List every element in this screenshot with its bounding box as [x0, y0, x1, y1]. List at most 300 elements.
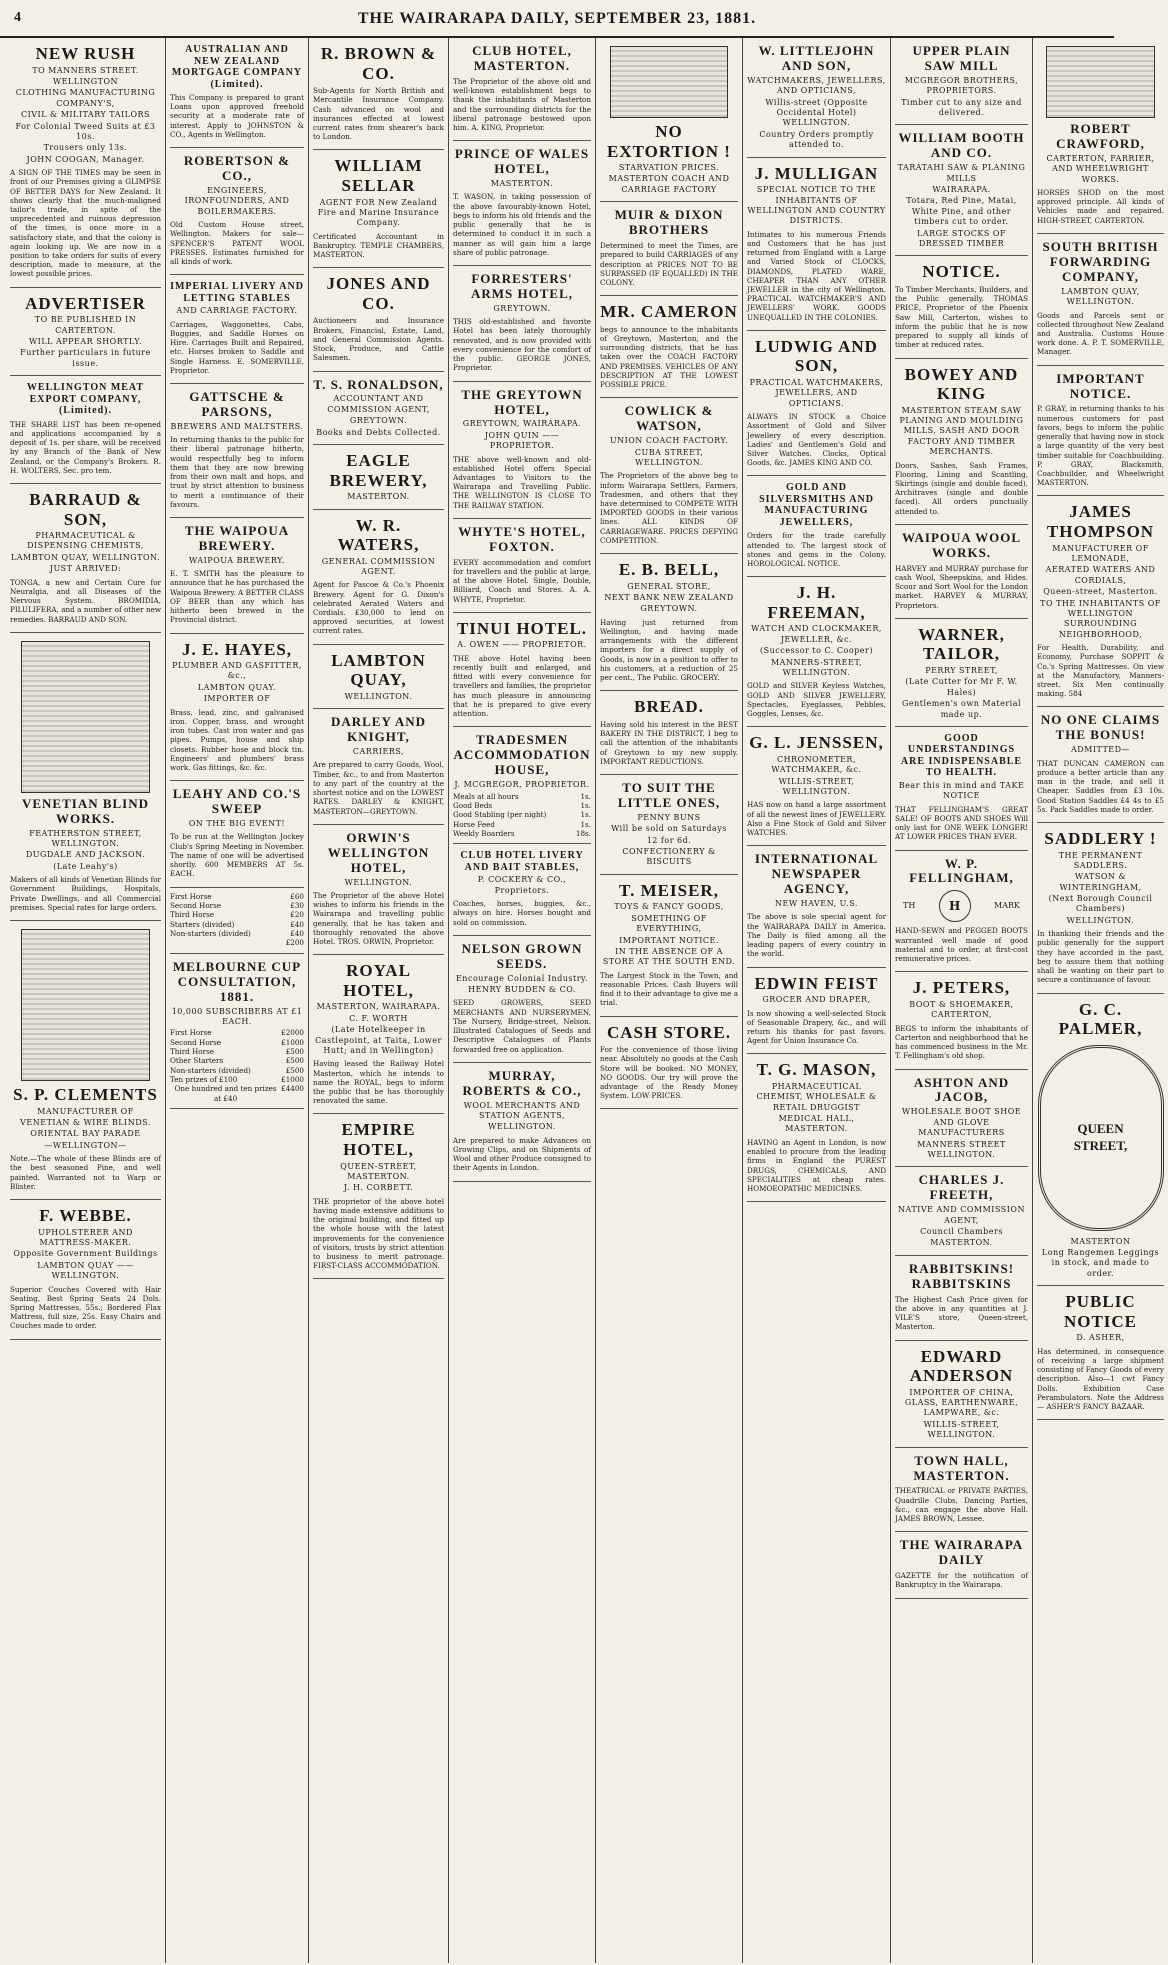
ad-subheading: WHOLESALE BOOT SHOE AND GLOVE MANUFACTURERS — [901, 1107, 1022, 1138]
ad-subheading: GENERAL COMMISSION AGENT. — [321, 556, 436, 576]
ad-body-text: EVERY accommodation and comfort for travellers and the public at large, at the above Hotel. Single, Double, Billiard, Coach and Stores. A. A. WHYTE, Proprietor. — [453, 557, 591, 604]
empire-hotel-ad — [313, 1114, 444, 1279]
ad-body-text: begs to announce to the inhabitants of Greytown, Masterton, and the surrounding districts, that he has taken over the COACH FACTORY AND PREMISES. VEHICLES OF ANY DESCRIPTION AT THE LOWEST POSSIBLE PRICE. — [600, 324, 738, 390]
ad-heading: ASHTON AND JACOB, — [913, 1074, 1010, 1105]
ad-body-text: The Proprietors of the above beg to inform Wairarapa Settlers, Farmers, Tradesmen, and others that they have determined to COMPETE WITH IMPORTED GOODS in their various lines. ALL KINDS OF CARRIAGEWARE. PRICES DEFYING COMPETITION. — [600, 471, 738, 545]
no-extortion-ad — [600, 38, 738, 202]
ad-subheading: UNION COACH FACTORY. — [609, 436, 729, 446]
ad-body-text: THEATRICAL or PRIVATE PARTIES, Quadrille Clubs, Dancing Parties, &c., can engage the above Hall. JAMES BROWN, Lessee. — [895, 1486, 1028, 1524]
ad-subheading: ADMITTED— — [1070, 745, 1131, 755]
trade-mark-emblem: H — [939, 890, 971, 922]
ad-subheading: BOOT & SHOEMAKER, CARTERTON, — [909, 999, 1014, 1020]
australian-mortgage-ad — [170, 38, 304, 148]
ad-body-text: Brass, lead, zinc, and galvanised iron. Copper, brass, and wrought iron tubes. Cast iron water and gas pipes. Pumps, house and ship closets. Rubber hose and block tin. Engineers' and plumbers' brass work. Gas fittings, &c. &c. — [170, 707, 304, 772]
mcmaster-ad — [600, 296, 738, 398]
ad-heading: TRADESMEN ACCOMMODATION HOUSE, — [453, 732, 591, 778]
ad-line: —WELLINGTON— — [44, 1140, 127, 1150]
ad-line: MEDICAL HALL, MASTERTON. — [778, 1114, 855, 1134]
murray-roberts-ad — [453, 1063, 591, 1182]
ad-heading: SADDLERY ! — [1044, 828, 1157, 848]
advertiser-ad — [10, 288, 161, 377]
ad-heading: WELLINGTON MEAT EXPORT COMPANY, (Limited). — [26, 382, 145, 417]
ad-subheading: P. COCKERY & CO., Proprietors. — [477, 875, 567, 895]
prize-label: Second Horse — [170, 1037, 222, 1047]
jones-ad — [313, 268, 444, 371]
ad-body-text: Makers of all kinds of Venetian Blinds for Government Buildings, Hospitals, Private Dwellings, and all Commercial premises. Special rates for large orders. — [10, 875, 161, 912]
edwin-feist-ad — [747, 968, 886, 1055]
robertson-ad — [170, 148, 304, 275]
ad-line: IMPORTANT NOTICE. — [619, 935, 719, 945]
ad-line: MASTERTON — [1070, 1236, 1131, 1246]
ad-subheading: ON THE BIG EVENT! — [188, 819, 286, 829]
ad-line: TO THE INHABITANTS OF WELLINGTON SURROUNDING NEIGHBORHOOD, — [1040, 598, 1161, 639]
prize-row — [453, 801, 591, 810]
prize-value: £500 — [285, 1047, 304, 1056]
ad-line: HENRY BUDDEN & CO. — [468, 985, 576, 995]
ad-heading: JONES AND CO. — [326, 274, 431, 313]
royal-hotel-ad — [313, 955, 444, 1114]
page-number: 4 — [14, 10, 22, 25]
club-livery-ad — [453, 844, 591, 935]
thompson-ad — [1037, 496, 1164, 707]
ad-body-text: THIS old-established and favorite Hotel has been lately thoroughly renovated, and is now provided with every convenience for the comfort of the public. GEORGE JONES, Proprietor. — [453, 317, 591, 373]
ad-subheading: PENNY BUNS — [637, 812, 701, 822]
ad-heading: CHARLES J. FREETH, — [918, 1172, 1005, 1203]
prize-row — [170, 1066, 304, 1075]
ad-heading: W. LITTLEJOHN AND SON, — [758, 43, 875, 73]
ad-heading: TOWN HALL, MASTERTON. — [913, 1452, 1010, 1483]
ad-heading: SOUTH BRITISH FORWARDING COMPANY, — [1042, 238, 1159, 284]
clements-ad — [10, 921, 161, 1200]
ad-body-text: Determined to meet the Times, are prepared to build CARRIAGES of any description at PRICES NOT TO BE SURPASSED (IF EQUALLED) IN THE COLONY. — [600, 241, 738, 288]
ad-heading: UPPER PLAIN SAW MILL — [912, 43, 1011, 73]
column-7 — [891, 38, 1033, 1963]
prize-row — [170, 929, 304, 938]
ad-heading: MR. CAMERON — [600, 302, 738, 322]
ad-subheading: TARATAHI SAW & PLANING MILLS — [897, 163, 1026, 183]
ad-line: MASTERTON. — [930, 1238, 993, 1248]
ad-heading: LUDWIG AND SON, — [755, 336, 878, 376]
ad-heading: EMPIRE HOTEL, — [341, 1120, 416, 1159]
ad-body-text: HAVING an Agent in London, is now enabled to procure from the leading firms in England the PUREST DRUGS, CHEMICALS, AND SPECIALITIES at cheap rates. HOMOEOPATHIC MEDICINES. — [747, 1137, 886, 1193]
prize-value: £20 — [290, 910, 304, 920]
nelson-seeds-ad — [453, 936, 591, 1063]
meat-export-ad — [10, 376, 161, 484]
ad-subheading: AND CARRIAGE FACTORY. — [176, 306, 298, 316]
ad-line: Long Rangemen Leggings in stock, and made to order. — [1041, 1248, 1160, 1278]
imperial-livery-ad — [170, 275, 304, 384]
ad-heading: BARRAUD & SON, — [29, 490, 142, 529]
leahy-ad — [170, 781, 304, 887]
rabbitskins-ad — [895, 1256, 1028, 1341]
ad-heading: EDWIN FEIST — [754, 973, 879, 993]
engraving-image — [1046, 46, 1155, 118]
ad-subheading: UPHOLSTERER AND MATTRESS-MAKER. — [38, 1227, 133, 1247]
ad-subheading: GENERAL STORE, — [627, 581, 711, 591]
ad-line: Trousers only 13s. — [43, 143, 128, 153]
oval-seal — [1038, 1045, 1164, 1231]
prize-row — [170, 1038, 304, 1047]
column-3 — [309, 38, 449, 1963]
ad-line: Willis-street (Opposite Occidental Hotel) WELLINGTON. — [765, 97, 868, 128]
ad-body-text: THE proprietor of the above hotel having made extensive additions to the original building, and fitted up the whole house with the latest improvements for the convenience of visitors, trusts by strict attention to business to merit patronage. FIRST-CLASS ACCOMMODATION. — [313, 1196, 444, 1271]
prize-row — [170, 901, 304, 910]
ad-line: LAMBTON QUAY —— WELLINGTON. — [37, 1260, 134, 1281]
ad-body-text: In returning thanks to the public for their liberal patronage hitherto, would respectfully beg to inform them that they are now brewing from their own malt and hops, and trust by strict attention to business to merit a continuance of their favours. — [170, 435, 304, 509]
ad-line: WAIRARAPA. — [932, 185, 991, 195]
ad-line: LARGE STOCKS OF DRESSED TIMBER — [917, 228, 1006, 249]
ronaldson-ad — [313, 372, 444, 446]
ad-line: ORIENTAL BAY PARADE — [30, 1129, 141, 1139]
ad-heading: J. PETERS, — [912, 978, 1011, 998]
new-rush-ad — [10, 38, 161, 288]
ad-heading: WILLIAM BOOTH AND CO. — [898, 130, 1025, 161]
prize-label: Second Horse — [170, 900, 222, 910]
ad-body-text: Orders for the trade carefully attended to. The largest stock of stones and gems in the Colony. HOROLOGICAL NOTICE. — [747, 531, 886, 569]
ad-line: IN THE ABSENCE OF A STORE AT THE SOUTH END. — [602, 946, 736, 967]
ad-heading: W. R. WATERS, — [337, 515, 420, 555]
ad-heading: ROYAL HOTEL, — [343, 961, 414, 1000]
ad-line: SOMETHING OF EVERYTHING, — [631, 913, 707, 934]
ad-line: TOYS & FANCY GOODS, — [614, 902, 724, 912]
ad-subheading: NATIVE AND COMMISSION AGENT, — [898, 1205, 1025, 1225]
prize-value: £200 — [285, 938, 304, 948]
trade-mark — [903, 890, 1020, 922]
ad-heading: J. E. HAYES, — [181, 639, 293, 659]
ad-line: Timber cut to any size and delivered. — [901, 97, 1022, 118]
ad-heading: WILLIAM SELLAR — [334, 156, 423, 195]
prize-row — [170, 1084, 304, 1103]
ad-line: DUGDALE AND JACKSON. — [25, 850, 146, 860]
ad-heading: WAIPOUA WOOL WORKS. — [901, 529, 1022, 560]
ad-body-text: THAT DUNCAN CAMERON can produce a better article than any man in the trade, and sell it Cheaper. Saddles from £3 10s. Good Station Saddles £4 4s to £5 5s. Pack Saddles made to order. — [1037, 758, 1164, 814]
prize-label: Other Starters — [170, 1056, 224, 1066]
ad-line: MANNERS-STREET, WELLINGTON. — [770, 657, 863, 678]
ad-line: WELLINGTON. — [1066, 915, 1135, 925]
ad-subheading: GREYTOWN. — [493, 303, 551, 313]
ad-body-text: Having just returned from Wellington, and having made arrangements with the different importers for a direct supply of Goods, is now in a position to offer to his customers, at a reduction of 25 per cent., The Public. GROCERY. — [600, 617, 738, 683]
prize-row — [170, 938, 304, 947]
ad-body-text: Agent for Pascoe & Co.'s Phoenix Brewery. Agent for G. Dixon's celebrated Aerated Waters and Cordials. £30,000 to lend on approved securities, at lowest current rates. — [313, 580, 444, 636]
ad-subheading: CHRONOMETER, WATCHMAKER, &c. — [771, 754, 862, 775]
ad-body-text: The Highest Cash Price given for the above in any quantities at J. VILE'S store, Queen-street, Masterton. — [895, 1294, 1028, 1332]
ad-line: Gentlemen's own Material made up. — [901, 699, 1022, 719]
ad-body-text: The Proprietor of the above old and well-known establishment begs to thank the inhabitants of Masterton and the surrounding districts for the liberal patronage bestowed upon him. A. KING, Proprietor. — [453, 76, 591, 132]
prize-value: £2000 — [281, 1028, 304, 1038]
prize-row — [453, 792, 591, 801]
prize-value: 1s. — [580, 791, 591, 801]
ad-heading: ORWIN'S WELLINGTON HOTEL, — [327, 829, 430, 875]
freeman-ad — [747, 577, 886, 727]
ad-body-text: Note.—The whole of these Blinds are of the best seasoned Pine, and well painted. Warranted not to Warp or Blister. — [10, 1154, 161, 1191]
freeth-ad — [895, 1167, 1028, 1255]
ad-body-text: SEED GROWERS, SEED MERCHANTS AND NURSERYMEN, The Nursery, Bridge-street, Nelson. Illustrated Catalogues of Seeds and Descriptive Catalogues of Plants forwarded free on application. — [453, 998, 591, 1054]
waters-ad — [313, 510, 444, 645]
ad-subheading: ENGINEERS, IRONFOUNDERS, AND BOILERMAKERS. — [184, 185, 290, 216]
ad-body-text: The above is sole special agent for the WAIRARAPA DAILY in America. The Daily is filed among all the leading papers of every country in the world. — [747, 912, 886, 959]
masthead-title: THE WAIRARAPA DAILY, SEPTEMBER 23, 1881. — [357, 10, 757, 27]
ad-line: Books and Debts Collected. — [316, 427, 441, 437]
ad-heading: TO SUIT THE LITTLE ONES, — [617, 780, 721, 810]
ad-heading: ROBERTSON & CO., — [183, 153, 291, 184]
ad-line: J. MCGREGOR, PROPRIETOR. — [454, 780, 590, 790]
prize-value: 18s. — [575, 829, 591, 838]
ad-subheading: WOOL MERCHANTS AND STATION AGENTS, — [463, 1100, 581, 1121]
ad-body-text: THE above Hotel having been recently built and enlarged, and fitted with every convenience for travellers and families, the proprietor has much pleasure in announcing that he is prepared to give every attention. — [453, 653, 591, 719]
ad-heading: CLUB HOTEL LIVERY AND BAIT STABLES, — [460, 850, 584, 873]
darley-knight-ad — [313, 709, 444, 825]
public-notice-ad — [1037, 1286, 1164, 1420]
ad-heading: THE WAIPOUA BREWERY. — [184, 522, 290, 553]
ad-line: Encourage Colonial Industry. — [455, 973, 589, 983]
ad-subheading: CARTERTON, FARRIER, AND WHEELWRIGHT WORKS. — [1046, 153, 1155, 184]
prizes-table — [170, 888, 304, 954]
ad-heading: AUSTRALIAN AND NEW ZEALAND MORTGAGE COMPANY (Limited). — [171, 44, 303, 90]
good-understandings-ad — [895, 727, 1028, 851]
ad-line: MASTERTON COACH AND CARRIAGE FACTORY — [608, 174, 730, 194]
cowlick-watson-ad — [600, 398, 738, 554]
ad-subheading: CARRIERS, — [352, 747, 405, 757]
ad-heading: BOWEY AND KING — [904, 364, 1019, 404]
ad-line: WATSON & WINTERINGHAM, — [1059, 872, 1142, 892]
brown-ad — [313, 38, 444, 150]
prize-label: First Horse — [170, 1028, 212, 1038]
prize-value: 1s. — [580, 819, 591, 829]
ad-line: WILLIS-STREET, WELLINGTON. — [923, 1419, 1000, 1440]
ad-body-text: Doors, Sashes, Sash Frames, Flooring, Lining and Scantling, Skirtings (single and double faced), Architraves (single and double faced). All orders punctually attended to. — [895, 460, 1028, 516]
ad-body-text: HAND-SEWN and PEGGED BOOTS warranted well made of good material and to order, at first-cost remunerative prices. — [895, 926, 1028, 964]
prize-value: £4400 — [281, 1084, 304, 1094]
wairarapa-daily-ad — [895, 1532, 1028, 1598]
saddlery-ad — [1037, 823, 1164, 994]
lambton-quay-ad — [313, 645, 444, 709]
ad-body-text: The Largest Stock in the Town, and reasonable Prices. Cash Buyers will find it to their advantage to give me a trial. — [600, 970, 738, 1008]
ad-heading: MELBOURNE CUP CONSULTATION, 1881. — [172, 958, 302, 1004]
ad-body-text: HAS now on hand a large assortment of all the newest lines of JEWELLERY. Also a Fine Stock of Gold and Silver WATCHES. — [747, 800, 886, 838]
ad-subheading: MASTERTON, WAIRARAPA. — [316, 1002, 441, 1012]
notice-ad — [895, 256, 1028, 358]
ad-heading: THE WAIRARAPA DAILY — [899, 1537, 1024, 1568]
prize-value: £1000 — [281, 1075, 304, 1085]
ashton-jacob-ad — [895, 1070, 1028, 1168]
no-one-claims-ad — [1037, 707, 1164, 823]
ad-subheading: MANUFACTURER OF LEMONADE, — [1052, 543, 1149, 563]
ad-heading: T. MEISER, — [619, 880, 719, 900]
prize-value: £500 — [285, 1056, 304, 1066]
orwins-hotel-ad — [313, 825, 444, 956]
ad-body-text: Is now showing a well-selected Stock of Seasonable Drapery, &c., and will return his thanks for past favors. Agent for Union Insurance Co. — [747, 1008, 886, 1046]
ad-body-text: GOLD and SILVER Keyless Watches, GOLD AND SILVER JEWELLERY, Spectacles, Eyeglasses, Pebbles, Goggles, Lenses, &c. — [747, 681, 886, 719]
ad-subheading: 10,000 SUBSCRIBERS AT £1 EACH. — [171, 1006, 303, 1026]
engraving-image — [21, 929, 150, 1081]
ad-body-text: Goods and Parcels sent or collected throughout New Zealand and Australia. Customs House work done. A. P. T. SOMERVILLE, Manager. — [1037, 310, 1164, 357]
column-6 — [743, 38, 891, 1963]
ad-heading: IMPORTANT NOTICE. — [1056, 370, 1145, 401]
ad-line: Totara, Red Pine, Matai, White Pine, and other timbers cut to order. — [906, 196, 1017, 227]
ad-line: WILL APPEAR SHORTLY. — [28, 337, 143, 347]
ad-body-text: Intimates to his numerous Friends and Customers that he has just returned from England with a Large and Varied Stock of CLOCKS, DIAMONDS, PLATED WARE, CHEAPER THAN ANY OTHER JEWELLER in the city of Wellington. PRACTICAL WATCHMAKER'S AND JEWELLERS' WORK. GOODS UNEQUALLED IN THE COLONIES. — [747, 229, 886, 322]
ad-heading: IMPERIAL LIVERY AND LETTING STABLES — [170, 281, 304, 304]
ad-heading: R. BROWN & CO. — [320, 44, 437, 83]
ad-subheading: PRACTICAL WATCHMAKERS, JEWELLERS, AND OPTICIANS. — [749, 378, 884, 408]
ad-line: MANNERS STREET WELLINGTON. — [917, 1139, 1006, 1159]
ad-subheading: MASTERTON. — [347, 492, 410, 502]
ad-subheading: FEATHERSTON STREET, WELLINGTON. — [29, 828, 142, 849]
ad-heading: NO EXTORTION ! — [607, 122, 731, 161]
ad-heading: NOTICE. — [922, 262, 1001, 282]
south-british-ad — [1037, 234, 1164, 366]
ad-heading: MURRAY, ROBERTS & CO., — [462, 1067, 582, 1098]
ad-body-text: Certificated Accountant in Bankruptcy. TEMPLE CHAMBERS, MASTERTON. — [313, 231, 444, 260]
ad-body-text: For the convenience of those living near. Absolutely no goods at the Cash Store will be booked. NO MONEY, NO GOODS. Our try will prove the advantage of the Ready Money System. LOW PRICES. — [600, 1045, 738, 1101]
ad-line: Queen-street, Masterton. — [1043, 587, 1158, 597]
ad-heading: FORRESTERS' ARMS HOTEL, — [470, 270, 573, 301]
ad-subheading: GROCER AND DRAPER, — [762, 995, 871, 1005]
ad-heading: W. P. FELLINGHAM, — [909, 855, 1014, 886]
cash-store-ad — [600, 1017, 738, 1110]
ad-line: JOHN COOGAN, Manager. — [26, 154, 145, 164]
fellingham-ad — [895, 851, 1028, 973]
ad-subheading: WAIPOUA BREWERY. — [189, 555, 285, 565]
prize-label: Good Beds — [453, 800, 493, 810]
ad-heading: MUIR & DIXON BROTHERS — [614, 207, 724, 238]
venetian-blind-ad — [10, 633, 161, 921]
ad-line: CIVIL & MILITARY TAILORS — [20, 110, 151, 120]
prize-label: Third Horse — [170, 1047, 215, 1056]
ad-line: AERATED WATERS AND CORDIALS, — [1045, 565, 1156, 585]
ad-line: GREYTOWN. — [640, 604, 698, 614]
ad-subheading: MCGREGOR BROTHERS, PROPRIETORS. — [904, 75, 1019, 96]
mcgregor-store-ad — [600, 875, 738, 1017]
prize-label: Weekly Boarders — [453, 829, 515, 838]
ad-line: IMPORTER OF — [203, 694, 271, 704]
ad-line: CLOTHING MANUFACTURING COMPANY'S, — [15, 88, 156, 108]
ad-body-text: E. T. SMITH has the pleasure to announce that he has purchased the Waipoua Brewery. A BETTER CLASS OF BEER than any which has hitherto been brewed in the Provincial district. — [170, 569, 304, 625]
ad-heading: J. MULLIGAN — [754, 163, 879, 183]
engraving-image — [21, 641, 150, 793]
ad-body-text: In thanking their friends and the public generally for the support they have accorded in the past, beg to assure them that nothing shall be wanting on their part to secure a continuance of favour. — [1037, 929, 1164, 985]
ad-line: (Late Leahy's) — [53, 861, 118, 871]
greytown-hotel-ad — [453, 382, 591, 519]
prince-of-wales-ad — [453, 141, 591, 266]
prize-row — [170, 1075, 304, 1084]
ad-line: NEW HAVEN, U.S. — [775, 899, 858, 909]
important-notice-ad — [1037, 366, 1164, 497]
prize-label: Good Stabling (per night) — [453, 810, 547, 820]
trade-mark-right: MARK — [994, 901, 1020, 911]
upper-plain-mill-ad — [895, 38, 1028, 125]
dixon-brothers-ad — [600, 202, 738, 296]
oval-text: QUEEN — [1077, 1120, 1124, 1136]
ad-subheading: BREWERS AND MALTSTERS. — [170, 421, 304, 431]
ad-body-text: Auctioneers and Insurance Brokers, Financial, Estate, Land, and General Commission Agents. Stock, Produce, and Cattle Salesmen. — [313, 316, 444, 363]
peters-ad — [895, 972, 1028, 1069]
webbe-ad — [10, 1200, 161, 1340]
ad-body-text: A SIGN OF THE TIMES may be seen in front of our Premises giving a GLIMPSE OF BETTER DAYS for New Zealand. It shows clearly that the much-maligned tailor's trade, in spite of the unprecedented and ruinous depression of the times, is once more in a satisfactory state, and that the colony is again looking up. We are now in a position to take orders for suits of every description, made to measure, at the lowest possible prices. — [10, 168, 161, 279]
ad-line: (Late Hotelkeeper in Castlepoint, at Taita, Lower Hutt; and in Wellington) — [315, 1025, 442, 1055]
eagle-brewery-ad — [313, 445, 444, 509]
ad-subheading: PHARMACEUTICAL & DISPENSING CHEMISTS, — [27, 531, 144, 551]
club-hotel-ad — [453, 38, 591, 141]
trade-mark-left: TH — [903, 901, 916, 911]
ad-heading: GOOD UNDERSTANDINGS ARE INDISPENSABLE TO HEALTH. — [900, 732, 1023, 779]
ad-heading: INTERNATIONAL NEWSPAPER AGENCY, — [754, 851, 879, 897]
ad-body-text: For Health, Durability, and Economy, Purchase SOPPIT & Co.'s Spring Mattresses. On view at the Manufactory, Manners-street. Six Men continually making. 584 — [1037, 643, 1164, 699]
ad-heading: PUBLIC NOTICE — [1063, 1292, 1138, 1331]
ad-line: (Successor to C. Cooper) — [760, 646, 873, 656]
ad-heading: ADVERTISER — [25, 293, 146, 313]
ad-subheading: WELLINGTON. — [344, 691, 413, 701]
ludwig-ad — [747, 331, 886, 477]
ad-heading: F. WEBBE. — [39, 1206, 132, 1226]
ad-heading: GOLD AND SILVERSMITHS AND MANUFACTURING JEWELLERS, — [759, 482, 874, 528]
ad-subheading: WELLINGTON. — [344, 877, 413, 887]
ad-heading: G. C. PALMER, — [1058, 999, 1143, 1039]
column-5 — [596, 38, 743, 1963]
prize-label: Horse Feed — [453, 819, 495, 829]
ad-line: CUBA STREET, WELLINGTON. — [634, 447, 704, 467]
ad-subheading: IMPORTER OF CHINA, GLASS, EARTHENWARE, LAMPWARE, &c. — [904, 1387, 1019, 1418]
column-grid — [6, 38, 1164, 1963]
ad-subheading: SPECIAL NOTICE TO THE INHABITANTS OF WELLINGTON AND COUNTRY DISTRICTS. — [747, 185, 886, 226]
ad-subheading: WATCH AND CLOCKMAKER, JEWELLER, &c. — [751, 624, 882, 644]
ad-heading: EAGLE BREWERY, — [329, 451, 428, 490]
ad-subheading: PLUMBER AND GASFITTER, &c., — [172, 661, 302, 681]
ad-subheading: ACCOUNTANT AND COMMISSION AGENT, — [327, 394, 430, 414]
ad-body-text: Old Custom House street, Wellington. Makers for sale— SPENCER'S PATENT WOOL PRESSES. Estimates furnished for all kinds of work. — [170, 220, 304, 267]
prize-row — [453, 810, 591, 819]
ad-heading: WHYTE'S HOTEL, FOXTON. — [458, 523, 586, 554]
ad-body-text: To Timber Merchants, Builders, and the Public generally. THOMAS PRICE, Proprietor of the Phoenix Saw Mill, Carterton, wishes to inform the public that he is now prepared to supply all kinds of timber at reduced rates. — [895, 284, 1028, 350]
ad-body-text: Having sold his interest in the BEST BAKERY IN THE DISTRICT, I beg to call the attention of the inhabitants of Greytown to my new supply. IMPORTANT REDUCTIONS. — [600, 719, 738, 766]
ad-line: For Colonial Tweed Suits at £3 10s. — [15, 121, 156, 141]
ad-line: WELLINGTON. — [488, 1122, 556, 1132]
jenssen-ad — [747, 727, 886, 846]
barraud-ad — [10, 484, 161, 633]
ad-body-text: Has determined, in consequence of receiving a large shipment consisting of Fancy Goods of every description. Also—1 cwt Fancy Dolls. Exhibition Case Perambulators. Note the Address— ASHER'S FANCY BAZAAR. — [1037, 1346, 1164, 1411]
littlejohn-ad — [747, 38, 886, 158]
ad-heading: THE GREYTOWN HOTEL, — [461, 386, 583, 417]
ad-subheading: GREYTOWN, WAIRARAPA. — [462, 419, 582, 429]
ad-heading: NELSON GROWN SEEDS. — [461, 940, 583, 971]
prize-label: Ten prizes of £100 — [170, 1075, 238, 1085]
ad-body-text: Coaches, horses, buggies, &c., always on hire. Horses bought and sold on commission. — [453, 899, 591, 927]
ad-subheading: TO MANNERS STREET. — [32, 65, 139, 75]
ad-subheading: STARVATION PRICES. — [618, 163, 720, 173]
bread-ad — [600, 691, 738, 775]
waipoua-brewery-ad — [170, 518, 304, 634]
ad-body-text: THE SHARE LIST has been re-opened and applications accompanied by a deposit of 1s. per share, will be received by any Branch of the Bank of New Zealand, or the Company's Brokers. R. H. WOLTERS, Sec. pro tem. — [10, 419, 161, 475]
ad-body-text: Are prepared to make Advances on Growing Clips, and on Shipments of Wool and other Produce consigned to their Agents in London. — [453, 1135, 591, 1173]
bowey-king-ad — [895, 359, 1028, 525]
ad-heading: LEAHY AND CO.'S SWEEP — [172, 786, 302, 817]
ad-line: 12 for 6d. — [646, 835, 692, 845]
ad-heading: COWLICK & WATSON, — [624, 403, 714, 434]
prize-row — [170, 892, 304, 901]
ad-heading: BREAD. — [634, 697, 704, 717]
ad-heading: RABBITSKINS! RABBITSKINS — [908, 1260, 1015, 1291]
prize-row — [170, 910, 304, 919]
forresters-arms-ad — [453, 266, 591, 382]
ad-body-text: Are prepared to carry Goods, Wool, Timber, &c., to and from Masterton to any part of the country at the shortest notice and on the LOWEST RATES. DARLEY & KNIGHT, MASTERTON—GREYTOWN. — [313, 760, 444, 816]
ad-heading: GATTSCHE & PARSONS, — [189, 388, 285, 419]
ad-line: CONFECTIONERY & BISCUITS — [622, 847, 716, 867]
prize-row — [170, 920, 304, 929]
ad-line: NEXT BANK NEW ZEALAND — [604, 593, 734, 603]
ad-body-text: THE above well-known and old-established Hotel offers Special Advantages to Visitors to the Wairarapa and Travelling Public. THE WELLINGTON IS CLOSE TO THE RAILWAY STATION. — [453, 454, 591, 510]
ad-body-text: This Company is prepared to grant Loans upon approved freehold security at a moderate rate of interest. Apply to JOHNSTON & CO., Agents in Wellington. — [170, 93, 304, 139]
prize-value: 1s. — [580, 800, 591, 810]
